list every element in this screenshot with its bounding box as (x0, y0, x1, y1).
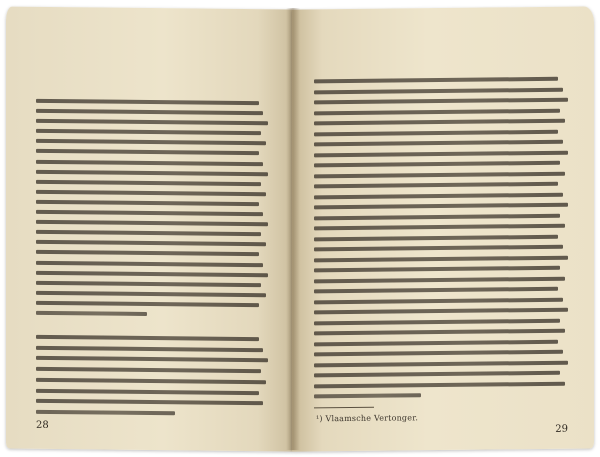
text-line-placeholder (314, 245, 563, 252)
text-line-placeholder (36, 356, 268, 362)
text-line-placeholder (36, 220, 268, 226)
text-line-placeholder (36, 129, 261, 135)
text-line-placeholder (36, 410, 175, 415)
text-line-placeholder (314, 192, 563, 199)
text-line-placeholder (314, 350, 563, 357)
text-line-placeholder (36, 230, 261, 236)
right-page-body (314, 77, 568, 399)
text-line-placeholder (36, 139, 266, 145)
text-line-placeholder (314, 266, 560, 273)
text-line-placeholder (314, 393, 421, 398)
footnote: ¹) Vlaamsche Vertonger. (316, 413, 419, 424)
text-line-placeholder (36, 99, 259, 105)
text-line-placeholder (36, 250, 259, 256)
text-line-placeholder (36, 190, 266, 196)
text-line-placeholder (36, 180, 261, 186)
text-line-placeholder (36, 169, 268, 175)
text-line-placeholder (314, 308, 568, 315)
text-line-placeholder (36, 260, 263, 266)
text-line-placeholder (36, 399, 263, 405)
text-line-placeholder (314, 87, 563, 94)
text-line-placeholder (314, 213, 560, 220)
text-line-placeholder (36, 200, 259, 206)
text-line-placeholder (314, 360, 568, 367)
text-line-placeholder (314, 150, 568, 157)
text-line-placeholder (314, 297, 563, 304)
text-line-placeholder (314, 129, 558, 136)
text-line-placeholder (36, 149, 259, 155)
text-line-placeholder (314, 182, 558, 189)
text-line-placeholder (314, 276, 565, 283)
text-line-placeholder (314, 234, 558, 241)
text-line-placeholder (36, 335, 259, 341)
text-line-placeholder (314, 339, 558, 346)
text-line-placeholder (314, 287, 558, 294)
text-line-placeholder (36, 291, 266, 297)
text-line-placeholder (314, 171, 565, 178)
text-line-placeholder (36, 311, 147, 316)
text-line-placeholder (314, 381, 565, 388)
text-line-placeholder (36, 367, 261, 373)
footnote-rule (314, 407, 374, 409)
text-line-placeholder (314, 140, 563, 147)
text-line-placeholder (36, 240, 266, 246)
text-line-placeholder (36, 378, 266, 384)
text-line-placeholder (36, 159, 263, 165)
text-line-placeholder (314, 203, 568, 210)
left-page-paragraph-1 (36, 99, 268, 317)
text-line-placeholder (314, 98, 568, 105)
text-line-placeholder (314, 224, 565, 231)
text-line-placeholder (314, 119, 565, 126)
text-line-placeholder (314, 255, 568, 262)
text-line-placeholder (314, 108, 560, 115)
right-page-number: 29 (555, 423, 568, 435)
text-line-placeholder (314, 77, 558, 84)
text-line-placeholder (314, 371, 560, 378)
open-book (6, 8, 594, 450)
text-line-placeholder (314, 161, 560, 168)
left-page-number: 28 (36, 419, 49, 431)
text-line-placeholder (36, 119, 268, 125)
text-line-placeholder (36, 109, 263, 115)
left-page (6, 7, 292, 452)
text-line-placeholder (36, 388, 259, 394)
right-page (292, 6, 594, 451)
text-line-placeholder (314, 318, 560, 325)
text-line-placeholder (36, 210, 263, 216)
text-line-placeholder (36, 281, 261, 287)
text-line-placeholder (314, 329, 565, 336)
text-line-placeholder (36, 270, 268, 276)
text-line-placeholder (36, 346, 263, 352)
left-page-paragraph-2 (36, 335, 268, 416)
text-line-placeholder (36, 301, 259, 307)
